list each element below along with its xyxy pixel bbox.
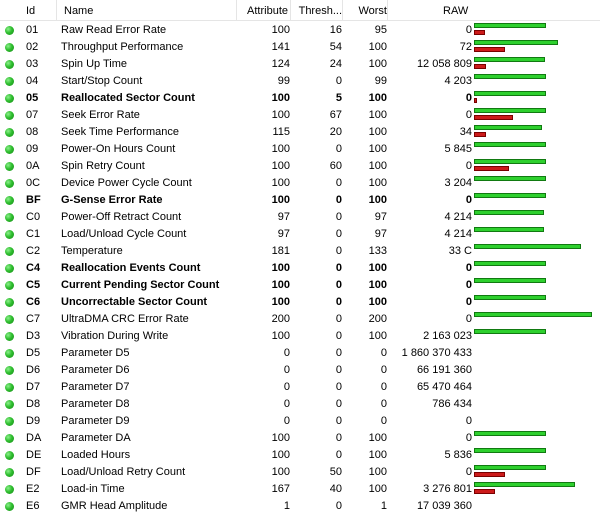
cell-name: Parameter D6 (61, 364, 130, 376)
cell-attribute: 141 (271, 41, 290, 53)
cell-raw: 786 434 (432, 398, 472, 410)
cell-threshold: 0 (335, 398, 342, 410)
normalized-value-bar (474, 210, 544, 215)
cell-worst: 100 (368, 160, 387, 172)
cell-attribute: 100 (271, 330, 290, 342)
threshold-bar (474, 47, 505, 52)
cell-raw: 3 204 (444, 177, 472, 189)
cell-worst: 100 (368, 143, 387, 155)
cell-raw: 4 214 (444, 211, 472, 223)
cell-name: Vibration During Write (61, 330, 169, 342)
status-ok-icon (5, 43, 14, 52)
threshold-bar (474, 166, 509, 171)
cell-attribute: 100 (271, 24, 290, 36)
cell-id: D7 (26, 381, 41, 393)
cell-attribute: 100 (271, 296, 290, 308)
status-ok-icon (5, 179, 14, 188)
status-ok-icon (5, 400, 14, 409)
cell-name: Load/Unload Cycle Count (61, 228, 187, 240)
status-ok-icon (5, 349, 14, 358)
cell-raw: 3 276 801 (423, 483, 472, 495)
normalized-value-bar (474, 295, 546, 300)
cell-id: 02 (26, 41, 39, 53)
cell-name: Loaded Hours (61, 449, 131, 461)
cell-worst: 133 (368, 245, 387, 257)
table-row[interactable] (0, 294, 600, 311)
cell-raw: 4 203 (444, 75, 472, 87)
cell-threshold: 50 (329, 466, 342, 478)
status-ok-icon (5, 162, 14, 171)
cell-name: Parameter D8 (61, 398, 130, 410)
cell-name: Parameter DA (61, 432, 131, 444)
threshold-bar (474, 132, 486, 137)
cell-raw: 0 (465, 313, 472, 325)
table-row[interactable] (0, 73, 600, 90)
cell-name: Current Pending Sector Count (61, 279, 220, 291)
cell-name: Device Power Cycle Count (61, 177, 192, 189)
cell-raw: 1 860 370 433 (401, 347, 472, 359)
normalized-value-bar (474, 176, 546, 181)
cell-worst: 0 (380, 415, 387, 427)
normalized-value-bar (474, 261, 546, 266)
cell-worst: 200 (368, 313, 387, 325)
status-ok-icon (5, 332, 14, 341)
status-ok-icon (5, 502, 14, 511)
cell-attribute: 167 (271, 483, 290, 495)
cell-id: 03 (26, 58, 39, 70)
cell-id: DA (26, 432, 42, 444)
cell-worst: 1 (380, 500, 387, 512)
cell-attribute: 200 (271, 313, 290, 325)
cell-worst: 100 (368, 483, 387, 495)
cell-id: D6 (26, 364, 41, 376)
cell-worst: 97 (374, 211, 387, 223)
column-header-attribute[interactable]: Attribute (247, 5, 288, 17)
cell-threshold: 0 (335, 330, 342, 342)
cell-threshold: 0 (335, 143, 342, 155)
cell-threshold: 0 (335, 313, 342, 325)
cell-raw: 0 (465, 160, 472, 172)
cell-name: Parameter D5 (61, 347, 130, 359)
cell-worst: 0 (380, 364, 387, 376)
column-header-worst[interactable]: Worst (358, 5, 387, 17)
cell-id: 0A (26, 160, 40, 172)
cell-worst: 100 (368, 92, 387, 104)
status-ok-icon (5, 60, 14, 69)
normalized-value-bar (474, 142, 546, 147)
cell-raw: 33 C (448, 245, 472, 257)
cell-threshold: 20 (329, 126, 342, 138)
cell-worst: 0 (380, 381, 387, 393)
cell-name: Seek Error Rate (61, 109, 140, 121)
normalized-value-bar (474, 448, 546, 453)
threshold-bar (474, 98, 477, 103)
cell-name: Spin Retry Count (61, 160, 145, 172)
cell-raw: 2 163 023 (423, 330, 472, 342)
normalized-value-bar (474, 431, 546, 436)
cell-id: DE (26, 449, 42, 461)
cell-name: Parameter D7 (61, 381, 130, 393)
cell-attribute: 0 (283, 415, 290, 427)
cell-threshold: 60 (329, 160, 342, 172)
cell-attribute: 115 (272, 126, 290, 138)
table-row[interactable] (0, 277, 600, 294)
cell-worst: 97 (374, 228, 387, 240)
cell-worst: 100 (368, 330, 387, 342)
table-row[interactable] (0, 226, 600, 243)
table-row[interactable] (0, 107, 600, 124)
cell-threshold: 0 (335, 415, 342, 427)
column-header-id[interactable]: Id (26, 5, 36, 17)
cell-worst: 100 (368, 58, 387, 70)
cell-threshold: 5 (335, 92, 342, 104)
cell-worst: 0 (380, 347, 387, 359)
normalized-value-bar (474, 482, 575, 487)
cell-raw: 0 (465, 92, 472, 104)
table-row[interactable] (0, 260, 600, 277)
table-row[interactable] (0, 141, 600, 158)
cell-id: 08 (26, 126, 39, 138)
cell-raw: 0 (465, 262, 472, 274)
cell-id: C0 (26, 211, 41, 223)
cell-attribute: 1 (283, 500, 290, 512)
cell-attribute: 100 (271, 143, 290, 155)
cell-raw: 0 (465, 109, 472, 121)
cell-name: Throughput Performance (61, 41, 184, 53)
cell-threshold: 0 (335, 449, 342, 461)
cell-id: D8 (26, 398, 41, 410)
status-ok-icon (5, 468, 14, 477)
cell-name: UltraDMA CRC Error Rate (61, 313, 189, 325)
cell-attribute: 100 (271, 177, 290, 189)
cell-raw: 0 (465, 466, 472, 478)
threshold-bar (474, 489, 495, 494)
cell-worst: 99 (374, 75, 387, 87)
status-ok-icon (5, 247, 14, 256)
table-row[interactable] (0, 396, 600, 413)
cell-raw: 12 058 809 (416, 58, 472, 70)
cell-id: C4 (26, 262, 41, 274)
cell-raw: 5 845 (444, 143, 472, 155)
cell-threshold: 0 (335, 296, 342, 308)
cell-name: Uncorrectable Sector Count (61, 296, 208, 308)
status-ok-icon (5, 94, 14, 103)
column-header-name[interactable]: Name (64, 5, 94, 17)
cell-id: C6 (26, 296, 41, 308)
cell-threshold: 0 (335, 347, 342, 359)
normalized-value-bar (474, 278, 546, 283)
cell-id: BF (26, 194, 41, 206)
table-row[interactable] (0, 481, 600, 498)
cell-threshold: 0 (335, 381, 342, 393)
threshold-bar (474, 64, 486, 69)
cell-worst: 95 (374, 24, 387, 36)
normalized-value-bar (474, 57, 545, 62)
cell-threshold: 67 (329, 109, 342, 121)
cell-raw: 17 039 360 (416, 500, 472, 512)
cell-threshold: 0 (335, 211, 342, 223)
table-row[interactable] (0, 22, 600, 39)
cell-id: E2 (26, 483, 40, 495)
cell-threshold: 0 (335, 228, 342, 240)
normalized-value-bar (474, 23, 546, 28)
normalized-value-bar (474, 91, 546, 96)
cell-attribute: 97 (277, 228, 290, 240)
cell-raw: 0 (465, 415, 472, 427)
table-row[interactable] (0, 413, 600, 430)
normalized-value-bar (474, 244, 581, 249)
cell-id: E6 (26, 500, 40, 512)
cell-id: 01 (26, 24, 39, 36)
cell-attribute: 100 (271, 92, 290, 104)
cell-attribute: 0 (283, 398, 290, 410)
cell-id: C7 (26, 313, 41, 325)
cell-worst: 100 (368, 449, 387, 461)
status-ok-icon (5, 417, 14, 426)
cell-worst: 100 (368, 432, 387, 444)
cell-name: Parameter D9 (61, 415, 130, 427)
cell-worst: 100 (368, 262, 387, 274)
cell-id: 05 (26, 92, 39, 104)
cell-attribute: 99 (277, 75, 290, 87)
cell-name: Seek Time Performance (61, 126, 179, 138)
status-ok-icon (5, 111, 14, 120)
normalized-value-bar (474, 227, 544, 232)
cell-attribute: 0 (283, 347, 290, 359)
cell-attribute: 124 (271, 58, 290, 70)
column-header-threshold[interactable]: Thresh... (298, 5, 342, 17)
cell-raw: 0 (465, 24, 472, 36)
cell-attribute: 100 (271, 466, 290, 478)
cell-raw: 0 (465, 194, 472, 206)
table-header (0, 0, 600, 21)
cell-worst: 100 (368, 109, 387, 121)
cell-threshold: 0 (335, 177, 342, 189)
table-row[interactable] (0, 39, 600, 56)
cell-threshold: 0 (335, 194, 342, 206)
threshold-bar (474, 30, 485, 35)
normalized-value-bar (474, 312, 592, 317)
cell-name: Load/Unload Retry Count (61, 466, 186, 478)
normalized-value-bar (474, 125, 542, 130)
cell-raw: 0 (465, 296, 472, 308)
cell-attribute: 100 (271, 160, 290, 172)
table-row[interactable] (0, 175, 600, 192)
status-ok-icon (5, 485, 14, 494)
table-row[interactable] (0, 90, 600, 107)
cell-raw: 5 836 (444, 449, 472, 461)
threshold-bar (474, 115, 513, 120)
cell-raw: 65 470 464 (416, 381, 472, 393)
cell-attribute: 97 (277, 211, 290, 223)
cell-id: C2 (26, 245, 41, 257)
cell-threshold: 0 (335, 279, 342, 291)
cell-threshold: 0 (335, 364, 342, 376)
normalized-value-bar (474, 329, 546, 334)
status-ok-icon (5, 230, 14, 239)
cell-id: 04 (26, 75, 39, 87)
table-row[interactable] (0, 311, 600, 328)
table-row[interactable] (0, 345, 600, 362)
cell-threshold: 0 (335, 432, 342, 444)
status-ok-icon (5, 196, 14, 205)
status-ok-icon (5, 434, 14, 443)
table-row[interactable] (0, 124, 600, 141)
cell-name: Reallocation Events Count (61, 262, 201, 274)
cell-attribute: 0 (283, 381, 290, 393)
table-row[interactable] (0, 464, 600, 481)
table-row[interactable] (0, 362, 600, 379)
normalized-value-bar (474, 40, 558, 45)
table-row[interactable] (0, 158, 600, 175)
cell-raw: 4 214 (444, 228, 472, 240)
cell-attribute: 100 (271, 109, 290, 121)
cell-raw: 0 (465, 432, 472, 444)
normalized-value-bar (474, 193, 546, 198)
cell-threshold: 0 (335, 262, 342, 274)
cell-name: Spin Up Time (61, 58, 128, 70)
cell-id: DF (26, 466, 41, 478)
cell-id: 0C (26, 177, 41, 189)
status-ok-icon (5, 145, 14, 154)
cell-id: D5 (26, 347, 41, 359)
status-ok-icon (5, 128, 14, 137)
cell-threshold: 16 (329, 24, 342, 36)
cell-name: Reallocated Sector Count (61, 92, 195, 104)
cell-worst: 0 (380, 398, 387, 410)
cell-worst: 100 (368, 177, 387, 189)
cell-name: GMR Head Amplitude (61, 500, 168, 512)
cell-attribute: 100 (271, 432, 290, 444)
status-ok-icon (5, 281, 14, 290)
cell-attribute: 100 (271, 194, 290, 206)
table-row[interactable] (0, 430, 600, 447)
normalized-value-bar (474, 159, 546, 164)
table-row[interactable] (0, 498, 600, 515)
normalized-value-bar (474, 465, 546, 470)
cell-name: Raw Read Error Rate (61, 24, 167, 36)
cell-id: C1 (26, 228, 41, 240)
threshold-bar (474, 472, 505, 477)
cell-worst: 100 (368, 41, 387, 53)
cell-name: Load-in Time (61, 483, 125, 495)
table-row[interactable] (0, 209, 600, 226)
cell-id: D3 (26, 330, 41, 342)
cell-threshold: 0 (335, 245, 342, 257)
table-row[interactable] (0, 328, 600, 345)
cell-threshold: 0 (335, 75, 342, 87)
cell-attribute: 100 (271, 262, 290, 274)
cell-id: 09 (26, 143, 39, 155)
cell-id: D9 (26, 415, 41, 427)
cell-name: Power-On Hours Count (61, 143, 176, 155)
cell-threshold: 24 (329, 58, 342, 70)
cell-name: Start/Stop Count (61, 75, 143, 87)
column-header-raw[interactable]: RAW (443, 5, 469, 17)
table-row[interactable] (0, 192, 600, 209)
cell-threshold: 0 (335, 500, 342, 512)
cell-attribute: 100 (271, 279, 290, 291)
table-row[interactable] (0, 56, 600, 73)
status-ok-icon (5, 77, 14, 86)
cell-name: G-Sense Error Rate (61, 194, 163, 206)
cell-id: 07 (26, 109, 39, 121)
status-ok-icon (5, 264, 14, 273)
cell-name: Temperature (61, 245, 123, 257)
cell-raw: 0 (465, 279, 472, 291)
status-ok-icon (5, 26, 14, 35)
table-row[interactable] (0, 243, 600, 260)
table-row[interactable] (0, 379, 600, 396)
cell-attribute: 100 (271, 449, 290, 461)
cell-attribute: 0 (283, 364, 290, 376)
cell-raw: 34 (459, 126, 472, 138)
cell-raw: 66 191 360 (416, 364, 472, 376)
cell-threshold: 54 (329, 41, 342, 53)
cell-attribute: 181 (271, 245, 290, 257)
status-ok-icon (5, 383, 14, 392)
cell-worst: 100 (368, 126, 387, 138)
status-ok-icon (5, 366, 14, 375)
status-ok-icon (5, 451, 14, 460)
cell-worst: 100 (368, 296, 387, 308)
cell-worst: 100 (368, 466, 387, 478)
status-ok-icon (5, 298, 14, 307)
cell-worst: 100 (368, 279, 387, 291)
normalized-value-bar (474, 74, 546, 79)
cell-worst: 100 (368, 194, 387, 206)
normalized-value-bar (474, 108, 546, 113)
cell-raw: 72 (459, 41, 472, 53)
status-ok-icon (5, 315, 14, 324)
cell-name: Power-Off Retract Count (61, 211, 182, 223)
table-row[interactable] (0, 447, 600, 464)
status-ok-icon (5, 213, 14, 222)
cell-threshold: 40 (329, 483, 342, 495)
cell-id: C5 (26, 279, 41, 291)
